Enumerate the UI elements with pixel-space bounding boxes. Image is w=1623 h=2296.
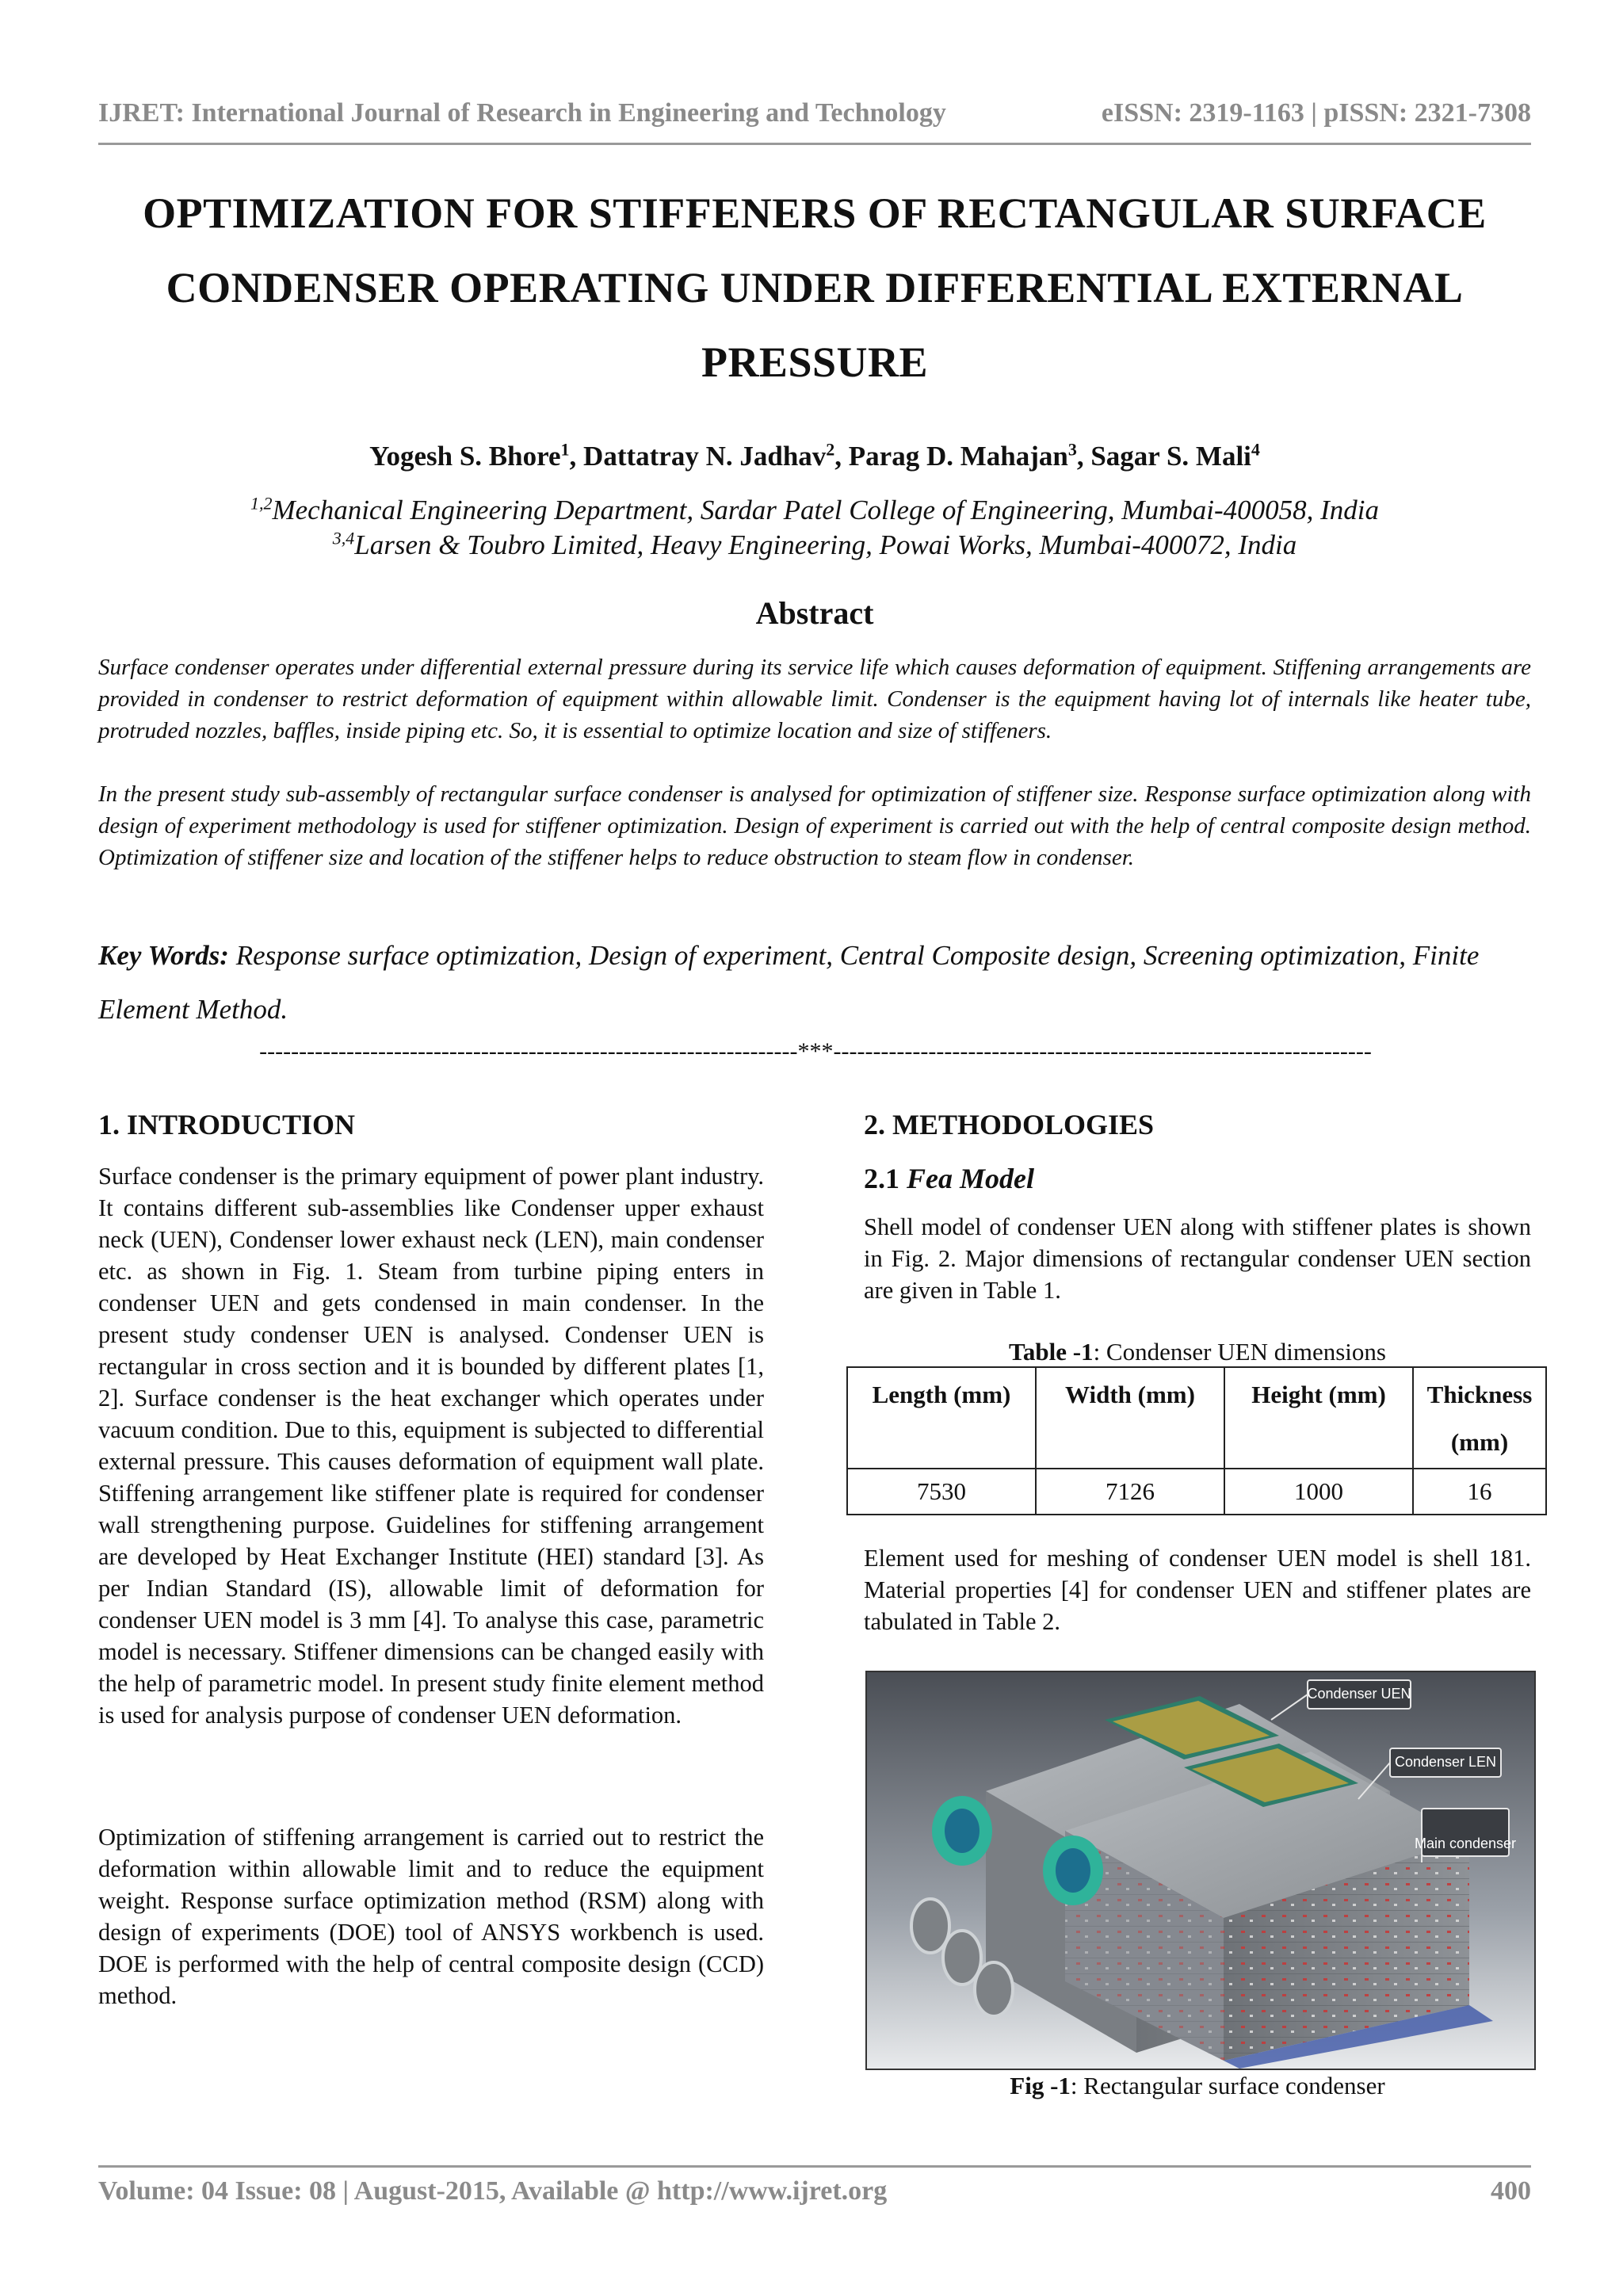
author: Dattatray N. Jadhav$^2$,: [583, 439, 849, 472]
dimensions-table: [846, 1366, 1547, 1515]
running-footer: [98, 2176, 1531, 2216]
journal-name: IJRET: International Journal of Research in Engineering and Technology: [98, 98, 946, 128]
subsection-heading: 2.1 Fea Model: [864, 1163, 1034, 1194]
issn: eISSN: 2319-1163 | pISSN: 2321-7308: [1101, 98, 1531, 128]
abstract-paragraph: Surface condenser operates under differential external pressure during its service life which causes deformation of equipment. Stiffening arrangements are provided in condenser to restrict deformation of equipment within allowable limit. Condenser is the equipment having lot of internals like heater tube, protruded nozzles, baffles, inside piping etc. So, it is essential to optimize location and size of stiffeners.: [98, 655, 1531, 743]
table-header-cell: Height (mm): [1224, 1367, 1413, 1469]
methods-paragraph: Shell model of condenser UEN along with stiffener plates is shown in Fig. 2. Major dimensions of rectangular condenser UEN section are given in Table 1.: [864, 1213, 1531, 1304]
intro-paragraph: Surface condenser is the primary equipment of power plant industry. It contains different sub-assemblies like Condenser upper exhaust neck (UEN), Condenser lower exhaust neck (LEN), main condenser etc. as shown in Fig. 1. Steam from turbine piping enters in condenser UEN and gets condensed in main condenser. In the present study condenser UEN is analysed. Condenser UEN is rectangular in cross section and it is bounded by different plates [1, 2]. Surface condenser is the heat exchanger which operates under vacuum condition. Due to this, equipment is subjected to differential external pressure. This causes deformation of equipment wall plate. Stiffening arrangement like stiffener plate is required for condenser wall strengthening purpose. Guidelines for stiffening arrangement are developed by Heat Exchanger Institute (HEI) standard [3]. As per Indian Standard (IS), allowable limit of deformation for condenser UEN model is 3 mm [4]. To analyse this case, parametric model is necessary. Stiffener dimensions can be changed easily with the help of parametric model. In present study finite element method is used for analysis purpose of condenser UEN deformation.: [98, 1163, 764, 1729]
table-row: [847, 1469, 1546, 1515]
figure-label: [1415, 1809, 1516, 1856]
paper-title: OPTIMIZATION FOR STIFFENERS OF RECTANGULAR SURFACE CONDENSER OPERATING UNDER DIFFERENTIAL EXTERNAL PRESSURE: [143, 189, 1487, 386]
running-header: [98, 98, 1531, 138]
figure-label: [1390, 1748, 1501, 1777]
header-rule: [98, 143, 1531, 145]
author: Yogesh S. Bhore$^1$,: [369, 439, 584, 472]
table-cell: 7126: [1036, 1469, 1224, 1515]
section-heading-methodologies: 2. METHODOLOGIES: [864, 1109, 1155, 1140]
table-header-cell: Width (mm): [1036, 1367, 1224, 1469]
author-list: [98, 441, 1531, 472]
section-separator: --------------------------------------------------------------------***--------------------------------------------------------------------: [259, 1038, 1372, 1064]
table-header-cell: Thickness (mm): [1413, 1367, 1546, 1469]
volume-info: Volume: 04 Issue: 08 | August-2015, Available @ http://www.ijret.org: [98, 2176, 888, 2206]
abstract-heading: Abstract: [755, 595, 874, 631]
section-heading-introduction: 1. INTRODUCTION: [98, 1109, 356, 1140]
page-number: 400: [1491, 2176, 1531, 2206]
abstract-paragraph: In the present study sub-assembly of rectangular surface condenser is analysed for optimization of stiffener size. Response surface optimization along with design of experiment methodology is used for stiffener optimization. Design of experiment is carried out with the help of central composite design method. Optimization of stiffener size and location of the stiffener helps to reduce obstruction to steam flow in condenser.: [98, 781, 1531, 870]
svg-text:Condenser LEN: Condenser LEN: [1394, 1754, 1497, 1770]
methods-paragraph: Element used for meshing of condenser UEN model is shell 181. Material properties [4] for condenser UEN and stiffener plates are tabulated in Table 2.: [864, 1545, 1531, 1635]
author: Parag D. Mahajan$^3$,: [848, 439, 1091, 472]
footer-rule: [98, 2165, 1531, 2168]
keywords-text: Response surface optimization, Design of experiment, Central Composite design, Screening optimization, Finite Element Method.: [98, 940, 1480, 1025]
intro-paragraph: Optimization of stiffening arrangement is carried out to restrict the deformation within allowable limit and to reduce the equipment weight. Response surface optimization method (RSM) along with design of experiments (DOE) tool of ANSYS workbench is used. DOE is performed with the help of central composite design (CCD) method.: [98, 1824, 764, 2009]
table-cell: 7530: [847, 1469, 1036, 1515]
table-caption: Table -1: Condenser UEN dimensions: [1009, 1338, 1386, 1366]
table-header-cell: Length (mm): [847, 1367, 1036, 1469]
keywords-label: Key Words:: [98, 940, 229, 971]
table-cell: 1000: [1224, 1469, 1413, 1515]
table-header-row: [847, 1367, 1546, 1469]
affiliation-1: $^{1,2}$Mechanical Engineering Department, Sardar Patel College of Engineering, Mumbai-400058, India: [250, 493, 1379, 525]
affiliation-2: $^{3,4}$Larsen & Toubro Limited, Heavy Engineering, Powai Works, Mumbai-400072, India: [332, 528, 1297, 560]
svg-text:Main condenser: Main condenser: [1414, 1836, 1517, 1851]
svg-text:Condenser UEN: Condenser UEN: [1307, 1686, 1411, 1702]
condenser-illustration: [867, 1672, 1534, 2069]
figure-caption: Fig -1: Rectangular surface condenser: [1010, 2072, 1385, 2099]
keywords: [98, 929, 1531, 1037]
figure-label: [1307, 1680, 1411, 1709]
author: Sagar S. Mali$^4$: [1090, 439, 1260, 472]
table-cell: 16: [1413, 1469, 1546, 1515]
condenser-figure: [865, 1671, 1536, 2070]
